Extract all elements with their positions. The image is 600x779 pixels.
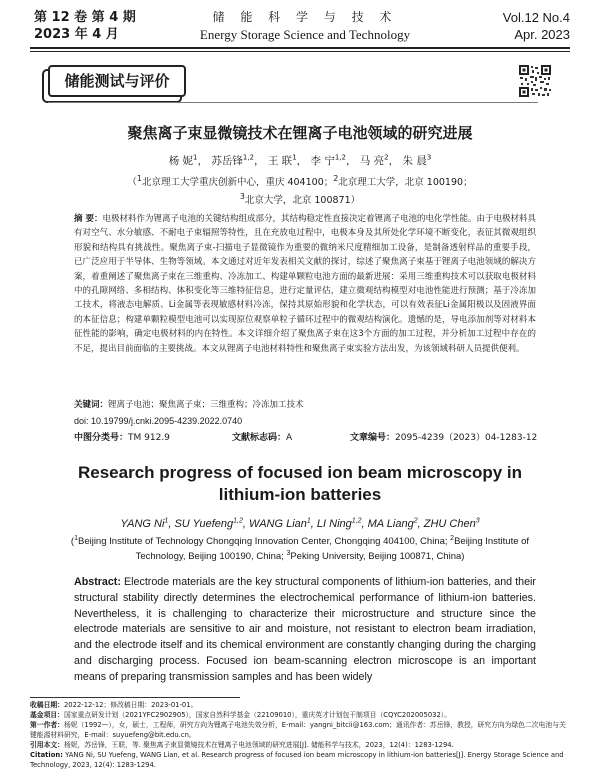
footnotes	[30, 700, 570, 770]
clc-number: 中图分类号：TM 912.9	[74, 433, 170, 443]
doi[interactable]: doi: 10.19799/j.cnki.2095-4239.2022.0740	[74, 416, 243, 426]
qr-code-icon	[518, 64, 552, 98]
keywords-zh-text: 锂离子电池；聚焦离子束；三维重构；冷冻加工技术	[108, 400, 304, 410]
footnote-fund: 基金项目：国家重点研发计划（2021YFC2902905），国家自然科学基金（22109010），重庆英才计划包干制项目（CQYC202005032）。	[30, 711, 451, 719]
author-en: MA Liang$^2$	[367, 517, 418, 530]
section-divider	[48, 102, 538, 103]
article-title-zh: 聚焦离子束显微镜技术在锂离子电池领域的研究进展	[127, 124, 473, 142]
date-zh: 2023 年 4 月	[34, 27, 119, 42]
footnote-received: 收稿日期：2022-12-12；修改稿日期：2023-01-01。	[30, 701, 198, 709]
journal-name-zh: 储 能 科 学 与 技 术	[212, 10, 398, 24]
abstract-zh	[74, 212, 536, 356]
author-en: YANG Ni$^1$	[120, 517, 169, 530]
author-zh: 李 宁$^{1,2}$	[310, 153, 346, 167]
header-rule-thick	[30, 47, 570, 49]
keywords-zh-label: 关键词：	[74, 400, 109, 410]
author-en: SU Yuefeng$^{1,2}$	[174, 517, 243, 530]
article-title-en: Research progress of focused ion beam microscopy in lithium-ion batteries	[77, 463, 523, 504]
author-zh: 马 亮$^2$	[359, 153, 389, 167]
author-list-en: YANG Ni$^1$, SU Yuefeng$^{1,2}$, WANG Lian$^1$, LI Ning$^{1,2}$, MA Liang$^2$, ZHU Chen$^3$	[120, 517, 480, 530]
abstract-en-text: Electrode materials are the key structural components of lithium-ion batteries, and their structural stability directly determines the electrochemical performance of lithium-ion batteries. Nevertheless, it is challenging to characterize their microstructure and structure since the electrode materials are sensitive to air and moisture, not resistant to electron beam irradiation, and the electrode itself and its chemical environment are constantly changing during the charging and discharging process. Focused ion beam-scanning electron microscope is an important means of preparing transmission samples and has been widely	[74, 576, 536, 683]
author-zh: 朱 晨$^3$	[402, 153, 432, 167]
date-en: Apr. 2023	[514, 27, 570, 42]
article-number: 文章编号：2095-4239（2023）04-1283-12	[350, 433, 538, 443]
section-label: 储能测试与评价	[48, 65, 186, 97]
abstract-zh-label: 摘 要：	[74, 214, 103, 224]
volume-issue-en: Vol.12 No.4	[502, 10, 570, 25]
header-volume-en	[503, 9, 570, 43]
document-code: 文献标志码：A	[232, 433, 293, 443]
header-rule-thin	[30, 51, 570, 52]
footnote-rule	[30, 697, 240, 698]
author-zh: 王 联$^1$	[267, 153, 297, 167]
author-list-zh: 杨 妮$^1$， 苏岳锋$^{1,2}$， 王 联$^1$， 李 宁$^{1,2}$， 马 亮$^2$， 朱 晨$^3$	[168, 153, 432, 167]
volume-issue-zh: 第 12 卷 第 4 期	[34, 10, 136, 25]
keywords-zh	[74, 398, 536, 412]
affiliation-en: ($^1$Beijing Institute of Technology Chongqing Innovation Center, Chongqing 404100, China; $^2$Beijing Institute of Technology, Beijing 100190, China; $^3$Peking University, Beijing 100871, China)	[70, 534, 530, 562]
author-en: LI Ning$^{1,2}$	[316, 517, 362, 530]
abstract-en-label: Abstract:	[74, 576, 121, 588]
author-zh: 杨 妮$^1$	[168, 153, 198, 167]
author-en: WANG Lian$^1$	[249, 517, 311, 530]
affiliation-zh-line2: $^3$北京大学，北京 100871）	[239, 192, 361, 207]
footnote-author: 第一作者：杨妮（1992—），女，硕士，工程师，研究方向为锂离子电池失效分析，E-mail：yangni_bitcii@163.com；通讯作者：苏岳锋，教授，研究方向为绿色二次电池与关键能源材料研究，E-mail：suyuefeng@bit.edu.cn。	[30, 721, 566, 739]
header-journal	[160, 9, 450, 43]
abstract-en	[74, 575, 536, 686]
footnote-cite-zh: 引用本文：杨妮，苏岳锋，王联，等. 聚焦离子束显微镜技术在锂离子电池领域的研究进展[J]. 储能科学与技术，2023，12(4)：1283-1294.	[30, 741, 454, 749]
abstract-zh-text: 电极材料作为锂离子电池的关键结构组成部分，其结构稳定性直接决定着锂离子电池的电化学性能。由于电极材料具有对空气、水分敏感、不耐电子束辐照等特性，且在充放电过程中，电极本身及其所处化学环境不断变化，表征其微观组织形貌和结构具有挑战性。聚焦离子束-扫描电子显微镜作为重要的微纳米尺度精细加工设备，是制备透射样品的重要手段，已广泛应用于半导体、生物等领域。本文通过对近年发表相关文献的探讨，综述了聚焦离子束基于锂离子电池领域的解决方案，着重阐述了聚焦离子束在三维重构、冷冻加工、构建单颗粒电池方面的最新进展：采用三维重构技术可以获取电极材料中的孔隙网络、多相结构、体积变化等三维特征信息，进行定量评估，建立微观结构模型对电池性能进行预测；基于冷冻加工技术，将液态电解质、Li金属等表现敏感材料冷冻，保持其原始形貌和化学状态，可以有效表征Li金属阳极以及固液界面的本征信息；构建单颗粒模型电池可以实现原位观察单粒子循环过程中的微观结构演化。遗憾的是，导电添加剂等对材料本征性能的影响，确定电极材料的内在特性。本文详细介绍了聚焦离子束在这3个方面的加工过程，并分析加工过程中存在的不足，提出目前面临的主要挑战。本文从锂离子电池材料特性和聚焦离子束实验方法出发，为该领域科研人员提供便利。	[74, 214, 536, 354]
footnote-citation-en: Citation: YANG Ni, SU Yuefeng, WANG Lian, et al. Research progress of focused ion beam microscopy in lithium-ion batteries[J]. Energy Storage Science and Technology, 2023, 12(4): 1283-1294.	[30, 751, 564, 769]
author-zh: 苏岳锋$^{1,2}$	[211, 153, 254, 167]
affiliation-zh-line1: （$^1$北京理工大学重庆创新中心，重庆 404100；$^2$北京理工大学，北京 100190；	[127, 174, 473, 189]
header-volume-zh	[34, 9, 136, 43]
journal-name-en: Energy Storage Science and Technology	[199, 27, 411, 42]
author-en: ZHU Chen$^3$	[423, 517, 480, 530]
